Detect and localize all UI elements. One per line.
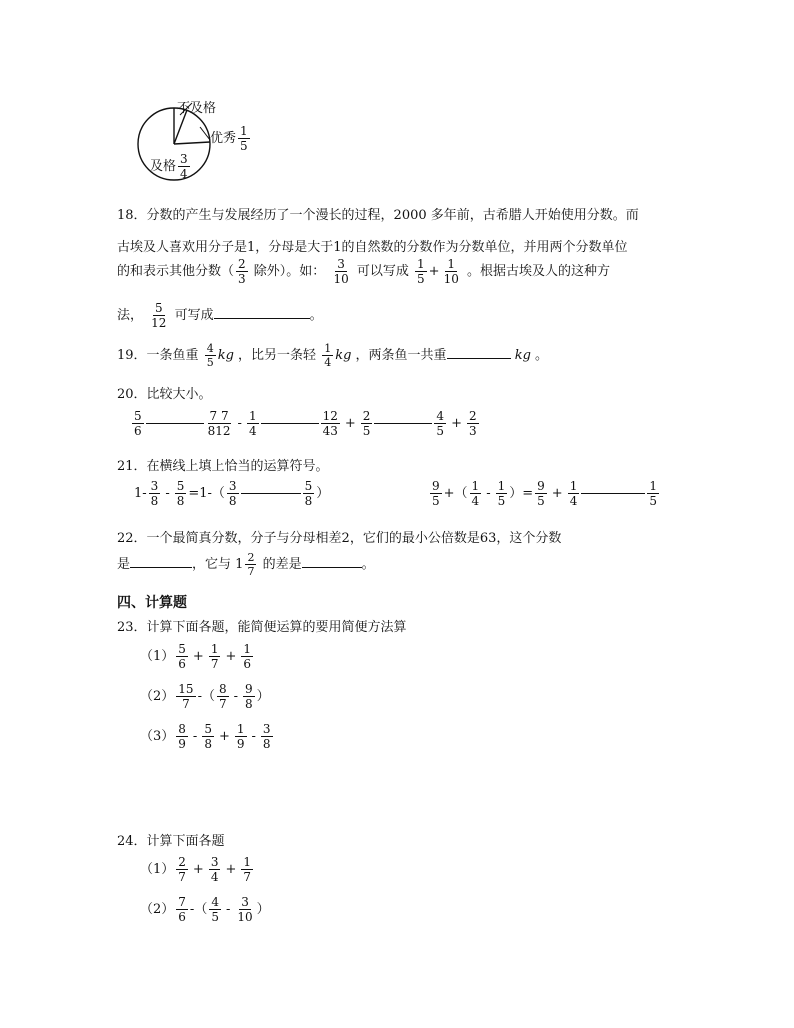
q21-fraction-1-5-a: $\frac{1}{5}$: [497, 479, 506, 508]
q21-fraction-9-5-a: $\frac{9}{5}$: [432, 479, 440, 508]
q23-title: 23．计算下面各题，能简便运算的要用简便方法算: [117, 620, 407, 635]
pie-label-pass-text: 及格: [150, 159, 177, 174]
q22-text-b: ，它与: [192, 557, 232, 572]
q24-p2-fraction-3-10: $\frac{3}{10}$: [237, 895, 253, 924]
q23-p1-fraction-5-6: $\frac{5}{6}$: [178, 642, 186, 671]
q21-equals-right: ）=: [509, 486, 534, 501]
q24-p2-label: （2）: [140, 902, 175, 917]
q19-text-c: ，两条鱼一共重: [355, 348, 447, 363]
q20-expressions: [130, 410, 481, 437]
q21-plus-right: +: [551, 486, 563, 501]
q20-minus: -: [237, 416, 242, 431]
q18-text-f: 可写成: [174, 308, 214, 323]
q21-blank-right[interactable]: [581, 493, 645, 494]
pie-pass-fraction: $\frac{3}{4}$: [180, 152, 188, 181]
q23-p3-plus: +: [218, 729, 230, 744]
q19-text-b: ，比另一条轻: [238, 348, 317, 363]
q23-p2-label: （2）: [140, 689, 175, 704]
q23-p1-fraction-1-7: $\frac{1}{7}$: [210, 642, 219, 671]
q24-p2-open: -（: [189, 902, 208, 917]
q21-minus: -: [165, 486, 170, 501]
q19-unit-kg-2: kg: [335, 348, 352, 363]
q18-text-a: 的和表示其他分数（: [117, 264, 235, 279]
q19-text-a: 19．一条鱼重: [117, 348, 199, 363]
q18-line4: [117, 302, 323, 329]
q19-text-d: 。: [535, 348, 549, 363]
pie-label-pass: [150, 153, 192, 180]
q24-p1-fraction-2-7: $\frac{2}{7}$: [178, 855, 186, 884]
q23-p3-minus-2: -: [251, 729, 256, 744]
q24-p2-close: ）: [256, 902, 270, 917]
q23-p1-plus-1: +: [192, 649, 204, 664]
q18-line2: 古埃及人喜欢用分子是1，分母是大于1的自然数的分数作为分数单位，并用两个分数单位: [117, 240, 628, 255]
q18-fraction-5-12: $\frac{5}{12}$: [151, 301, 167, 330]
q20-fraction-5-6: $\frac{5}{6}$: [134, 409, 142, 438]
q21-title: 21．在横线上填上恰当的运算符号。: [117, 459, 329, 474]
q21-right-expression: [428, 480, 661, 507]
q23-part-1: [140, 643, 255, 670]
pie-figure: [130, 95, 280, 185]
q19-fraction-4-5: $\frac{4}{5}$: [206, 342, 214, 369]
q21-fraction-1-5-b: $\frac{1}{5}$: [649, 479, 657, 508]
q21-one: 1-: [134, 486, 147, 501]
pie-radius-excellent: [174, 142, 210, 144]
q18-text-e: 法，: [117, 308, 144, 323]
q21-fraction-5-8-a: $\frac{5}{8}$: [176, 479, 185, 508]
q20-blank-3[interactable]: [374, 423, 432, 424]
q23-p3-minus-1: -: [192, 729, 198, 744]
q22-line2: [117, 552, 375, 577]
q22-answer-blank-2[interactable]: [302, 553, 362, 568]
q23-p2-fraction-8-7: $\frac{8}{7}$: [218, 682, 227, 711]
q18-line3: [117, 258, 610, 285]
q24-p1-plus-1: +: [192, 862, 204, 877]
q21-fraction-9-5-b: $\frac{9}{5}$: [537, 479, 545, 508]
q23-p1-plus-2: +: [225, 649, 237, 664]
pie-excellent-fraction: $\frac{1}{5}$: [240, 124, 248, 153]
q20-fraction-2-3: $\frac{2}{3}$: [468, 409, 477, 438]
q24-p2-minus: -: [225, 902, 231, 917]
pie-label-excellent-text: 优秀: [210, 131, 237, 146]
q24-part-1: [140, 856, 255, 883]
q22-text-c: 的差是: [262, 557, 302, 572]
q19-unit-kg-3: kg: [514, 348, 531, 363]
q23-p2-open: -（: [197, 689, 215, 704]
q21-fraction-5-8-b: $\frac{5}{8}$: [304, 479, 313, 508]
pie-label-fail: 不及格: [177, 101, 217, 116]
q19-unit-kg-1: kg: [217, 348, 234, 363]
q18-fraction-1-5: $\frac{1}{5}$: [417, 257, 425, 286]
q19-answer-blank[interactable]: [447, 344, 511, 359]
q23-p2-fraction-15-7: $\frac{15}{7}$: [178, 682, 194, 711]
q18-text-c: 可以写成: [356, 264, 409, 279]
q18-line1: 18．分数的产生与发展经历了一个漫长的过程，2000 多年前，古希腊人开始使用分数。而: [117, 208, 639, 223]
q18-fraction-1-10: $\frac{1}{10}$: [443, 257, 459, 286]
q24-p2-fraction-4-5: $\frac{4}{5}$: [211, 895, 219, 924]
q18-answer-blank[interactable]: [214, 304, 310, 319]
q23-p2-minus: -: [233, 689, 239, 704]
pie-label-excellent: [210, 125, 252, 152]
q20-fraction-77-812: $\frac{7 7}{812}$: [207, 409, 231, 438]
q23-p2-fraction-9-8: $\frac{9}{8}$: [245, 682, 253, 711]
q18-fraction-2-3: $\frac{2}{3}$: [238, 257, 246, 286]
q18-text-g: 。: [309, 308, 323, 323]
q20-fraction-2-5: $\frac{2}{5}$: [362, 409, 371, 438]
q22-line1: 22．一个最简真分数，分子与分母相差2，它们的最小公倍数是63，这个分数: [117, 531, 562, 546]
q22-text-d: 。: [361, 557, 375, 572]
q20-plus-2: +: [451, 416, 462, 431]
q18-text-d: 。根据古埃及人的这种方: [467, 264, 611, 279]
q21-fraction-3-8-a: $\frac{3}{8}$: [150, 479, 159, 508]
q24-part-2: [140, 896, 270, 923]
q23-p3-fraction-8-9: $\frac{8}{9}$: [178, 722, 186, 751]
q24-p1-label: （1）: [140, 862, 175, 877]
q20-fraction-1-4: $\frac{1}{4}$: [248, 409, 257, 438]
q21-open-right: +（: [443, 486, 468, 501]
q20-plus-1: +: [344, 416, 356, 431]
q21-equals-left: =1-（: [188, 486, 225, 501]
q24-p2-fraction-7-6: $\frac{7}{6}$: [178, 895, 186, 924]
q23-p1-label: （1）: [140, 649, 175, 664]
q21-close-left: ）: [316, 486, 330, 501]
q24-title: 24．计算下面各题: [117, 834, 225, 849]
q23-part-2: [140, 683, 270, 710]
q21-blank-left[interactable]: [241, 493, 301, 494]
q20-title: 20．比较大小。: [117, 387, 212, 402]
q21-fraction-1-4-b: $\frac{1}{4}$: [569, 479, 578, 508]
q23-part-3: [140, 723, 275, 750]
section-4-title: 四、计算题: [117, 595, 187, 611]
q21-left-expression: [134, 480, 329, 507]
q21-fraction-3-8-b: $\frac{3}{8}$: [228, 479, 237, 508]
q18-plus: +: [428, 264, 440, 279]
q24-p1-fraction-3-4: $\frac{3}{4}$: [210, 855, 219, 884]
q22-mixed-whole: 1: [235, 557, 244, 572]
q22-text-a: 是: [117, 557, 131, 572]
q24-p1-fraction-1-7: $\frac{1}{7}$: [243, 855, 252, 884]
q20-blank-2[interactable]: [261, 423, 319, 424]
q19-fraction-1-4: $\frac{1}{4}$: [324, 342, 332, 369]
q20-fraction-12-43: $\frac{12}{43}$: [322, 409, 338, 438]
q21-minus-right: -: [486, 486, 491, 501]
q20-fraction-4-5: $\frac{4}{5}$: [436, 409, 445, 438]
q23-p3-fraction-5-8: $\frac{5}{8}$: [204, 722, 212, 751]
q24-p1-plus-2: +: [225, 862, 237, 877]
q23-p3-fraction-1-9: $\frac{1}{9}$: [236, 722, 245, 751]
q23-p2-close: ）: [256, 689, 270, 704]
q20-blank-1[interactable]: [146, 423, 204, 424]
q22-fraction-2-7: $\frac{2}{7}$: [247, 551, 255, 578]
q23-p1-fraction-1-6: $\frac{1}{6}$: [243, 642, 252, 671]
q23-p3-label: （3）: [140, 729, 175, 744]
q23-p3-fraction-3-8: $\frac{3}{8}$: [262, 722, 271, 751]
q22-answer-blank-1[interactable]: [130, 553, 192, 568]
q18-fraction-3-10: $\frac{3}{10}$: [333, 257, 349, 286]
q21-fraction-1-4-a: $\frac{1}{4}$: [471, 479, 480, 508]
question-19: [117, 343, 548, 368]
q18-text-b: 除外）。如：: [253, 264, 326, 279]
